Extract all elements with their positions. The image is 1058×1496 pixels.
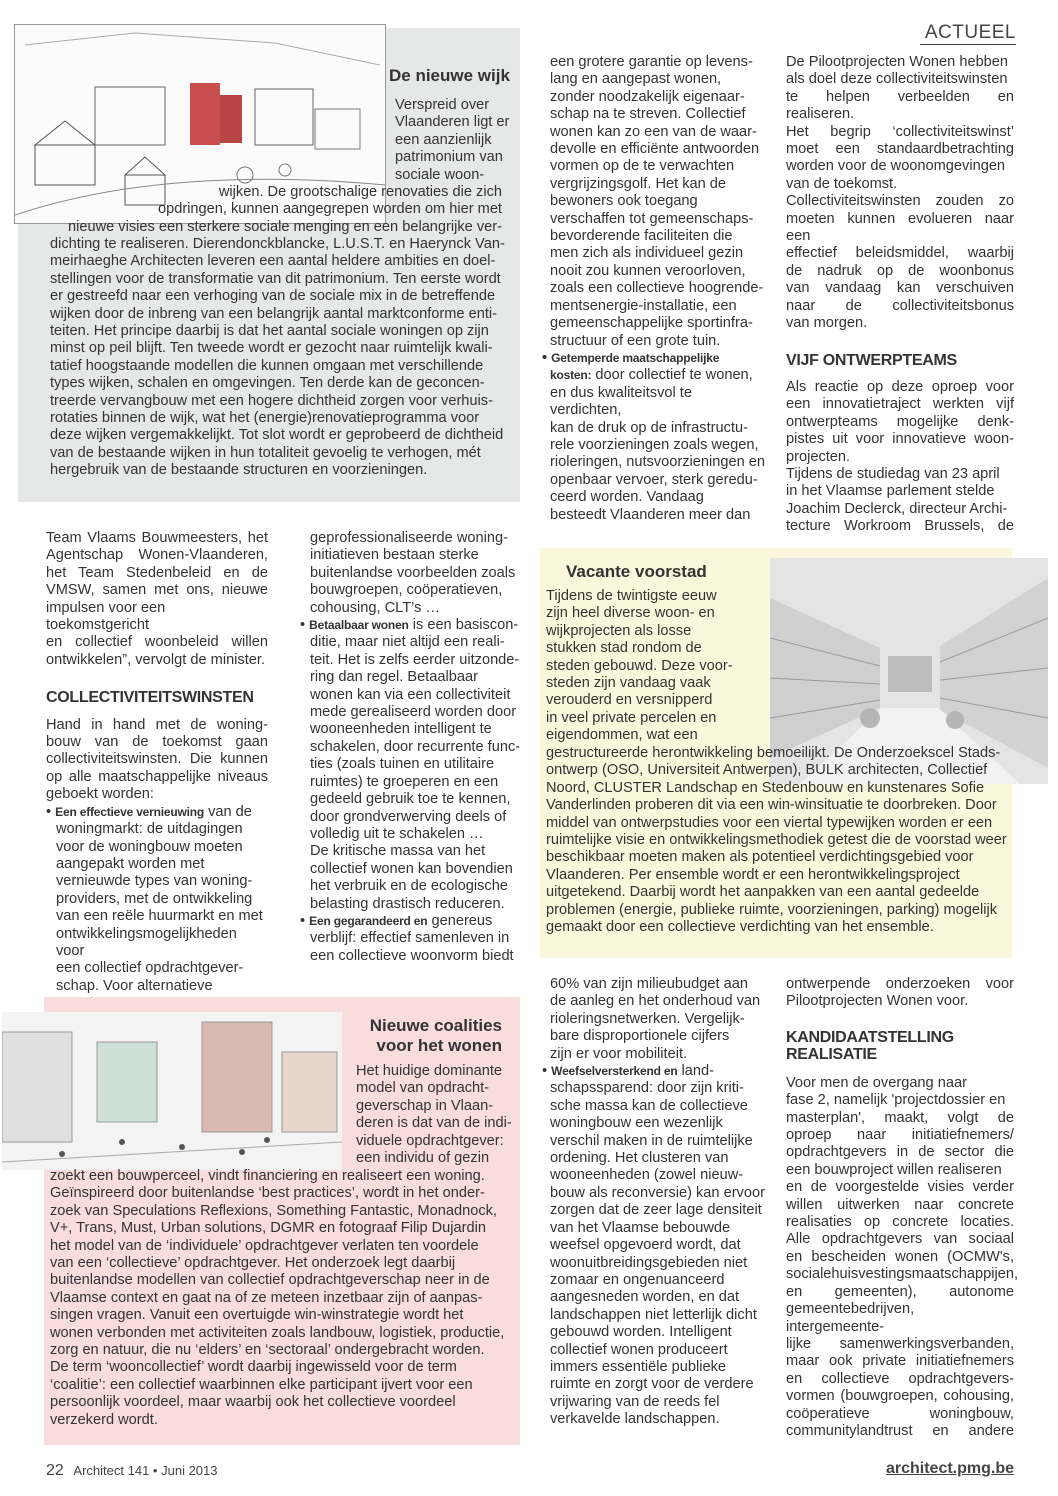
text-line: een bouwproject willen realiseren — [786, 1161, 1002, 1178]
text-line: wonen kan zo een van de waar- — [550, 123, 757, 140]
text-line: projecten. — [786, 448, 851, 465]
box3-intro-line: geverschap in Vlaan- — [356, 1097, 494, 1114]
magazine-name: Architect 141 — [73, 1463, 150, 1478]
text-line: lang en aangepast wonen, — [550, 71, 722, 88]
bullet-line: van het Vlaamse bebouwde — [550, 1219, 731, 1236]
text-line: moet een standaardbetrachting — [786, 141, 1014, 158]
column3-top — [542, 54, 766, 524]
box1-body-line: dichting te realiseren. Dierendonckblancke, L.U.S.T. en Haerynck Van- — [50, 236, 505, 252]
bullet-label: kosten: — [550, 368, 592, 383]
text-line: te helpen verbeelden en realiseren. — [786, 88, 1014, 123]
box1-body-line: opdringen, kunnen aangegrepen worden om hier met — [157, 201, 502, 218]
bullet-line: schakelen, door recurrente func- — [310, 738, 521, 755]
text-line: bouw van de toekomst gaan — [46, 734, 268, 751]
box1-intro-line: een aanzienlijk — [395, 131, 492, 148]
box3-body-line: verzekerd wordt. — [50, 1411, 158, 1428]
bullet-line: verkavelde landschappen. — [550, 1411, 720, 1428]
bullet-line: mede gerealiseerd worden door — [310, 704, 517, 721]
box1-intro-line: Vlaanderen ligt er — [395, 114, 510, 131]
text-line: gemeentebedrijven, intergemeente- — [786, 1301, 915, 1335]
text-line: moeten kunnen evolueren naar een — [786, 210, 1014, 245]
issue-date: Juni 2013 — [161, 1463, 218, 1478]
bullet-line: het verbruik en de ecologische — [310, 878, 508, 895]
bullet-line: zomaar en ongenuanceerd — [550, 1271, 725, 1288]
text-line: Voor men de overgang naar — [786, 1074, 967, 1091]
box3-body-line: zorg en natuur, die nu ‘elders’ en ‘sectoraal’ ondergebracht worden. — [50, 1342, 485, 1359]
text-line: het Team Stedenbeleid en de — [46, 564, 268, 581]
bullet-line: rele voorzieningen zoals wegen, — [550, 436, 759, 453]
text-line: initiatieven bestaan sterke — [310, 547, 479, 564]
box3-body-line: De term ‘wooncollectief’ wordt daarbij ingewisseld voor de term — [50, 1359, 457, 1376]
text-line: rioleringsnetwerken. Vergelijk- — [550, 1010, 745, 1027]
text-line: Team Vlaams Bouwmeesters, het — [46, 530, 268, 546]
box3-intro — [356, 1063, 516, 1167]
bullet-line: ditie, maar niet altijd een reali- — [310, 634, 505, 651]
bullet-line: woningmarkt: de uitdagingen — [56, 821, 243, 838]
column4-bottom — [786, 976, 1019, 1440]
box1-body-line: hergebruik van de bestaande structuren en voorzieningen. — [50, 462, 428, 479]
text-line: zonder noodzakelijk eigenaar- — [550, 88, 745, 105]
box1-intro-line: patrimonium van — [395, 149, 503, 166]
text-line: Hand in hand met de woning- — [46, 716, 268, 733]
bullet-first-line: • Betaalbaar wonen is een basiscon- — [300, 617, 519, 634]
page-number: 22 — [46, 1462, 64, 1479]
text-line: realisaties op concrete locaties. — [786, 1214, 1014, 1231]
box2-title: Vacante voorstad — [566, 562, 707, 581]
text-line: nooit zou kunnen veroorloven, — [550, 262, 746, 279]
heading-vijf-ontwerpteams: VIJF ONTWERPTEAMS — [786, 351, 957, 369]
bullet-line: voor de woningbouw moeten — [56, 838, 243, 855]
box3-body-line: Vlaamse context en gaat na of ze meteen inzetbaar zijn of aanpas- — [50, 1289, 483, 1306]
box3-intro-line: deren is dat van de indi- — [356, 1115, 512, 1132]
text-line: maar ook private initiatiefnemers — [786, 1353, 1014, 1370]
box3-body-line: zoek van Speculations Reflexions, Something Fantastic, Monadnock, — [50, 1202, 497, 1219]
heading-kandidaatstelling — [786, 1029, 1014, 1063]
text-line: van de toekomst. — [786, 175, 898, 192]
box2-body-line: Vlaanderen. Per ensemble wordt er een herontwikkelingsproject — [546, 866, 960, 883]
text-line: communitylandtrust en andere — [786, 1422, 1014, 1439]
text-line: zijn er voor mobiliteit. — [550, 1045, 688, 1062]
box3-intro-line: een individu of gezin — [356, 1150, 490, 1167]
box1-body-line: er gestreefd naar een verhoging van de sociale mix in de betreffende — [50, 288, 496, 305]
text-line: en bescheiden wonen (OCMW's, — [786, 1248, 1014, 1265]
bullet-line: openbaar vervoer, sterk geredu- — [550, 471, 758, 488]
bullet-line: ontwikkelingsmogelijkheden voor — [56, 925, 237, 959]
box3-body-line: singen vragen. Vanuit een overtuigde win-winstrategie wordt het — [50, 1307, 464, 1324]
bullet-line: vrijwaring van de reeds fel — [550, 1393, 720, 1410]
box3-body-line: V+, Trans, Must, Urban solutions, DGMR en fotograaf Filip Dujardin — [50, 1220, 486, 1237]
column1-mid — [46, 530, 268, 995]
text-line: vormen op de te verwachten — [550, 158, 735, 175]
text-line: Tijdens de studiedag van 23 april — [786, 465, 1000, 482]
text-line: mentsenergie-installatie, een — [550, 297, 737, 314]
text-line: van vandaag kan verschuiven — [786, 280, 1014, 297]
bullet-label: Weefselversterkend en — [551, 1064, 678, 1079]
bullet-line: aangesneden worden, en dat — [550, 1289, 740, 1306]
heading-collectiviteitswinsten: COLLECTIVITEITSWINSTEN — [46, 689, 254, 707]
box3-intro-line: viduele opdrachtgever: — [356, 1132, 504, 1149]
column3-bottom — [542, 976, 768, 1429]
box2-body-line: middel van ontwerpstudies voor een viertal typewijken worden er een — [546, 814, 993, 831]
bullet-line: kan de druk op de infrastructu- — [550, 419, 748, 436]
text-line: pistes uit voor innovatieve woon- — [786, 431, 1014, 448]
bullet-text: door collectief te wonen, — [595, 367, 753, 384]
text-line: buitenlandse voorbeelden zoals — [310, 564, 516, 581]
bullet-text: is een basiscon- — [412, 617, 519, 634]
box1-body-line: nieuwe visies een sterkere sociale menging en een belangrijke ver- — [67, 218, 502, 235]
text-line: naar de collectiviteitsbonus — [786, 297, 1014, 314]
text-line: structuur of een grote tuin. — [550, 332, 721, 349]
text-line: zoals een collectieve hoogrende- — [550, 280, 764, 297]
text-line: oproep naar initiatiefnemers/ — [786, 1127, 1014, 1144]
text-line: vergrijzingsgolf. Het kan de — [550, 175, 727, 192]
box3-title-line: voor het wonen — [376, 1036, 502, 1055]
text-line: vormen (bouwgroepen, cohousing, — [786, 1388, 1014, 1405]
text-line: een innovatietraject werkten vijf — [786, 396, 1014, 413]
text-line: masterplan', maakt, volgt de — [786, 1109, 1014, 1126]
text-line: coöperatieve woningbouw, — [786, 1405, 1014, 1422]
heading-line: REALISATIE — [786, 1045, 877, 1063]
bullet-line: wooneenheden intelligent te — [310, 721, 492, 738]
bullet-line: collectief wonen produceert — [550, 1341, 728, 1358]
bullet-text: van de — [208, 803, 252, 820]
text-line: fase 2, namelijk 'projectdossier en — [786, 1092, 1006, 1109]
box2-intro-line: in veel private percelen en — [546, 709, 717, 726]
text-line: tecture Workroom Brussels, de — [786, 518, 1014, 535]
text-line: geprofessionaliseerde woning- — [310, 530, 508, 546]
bullet-line: ordening. Het clusteren van — [550, 1150, 729, 1167]
box3-body-line: het model van de ‘individuele’ opdrachtgever verlaten ten voordele — [50, 1237, 479, 1254]
bullet-line — [542, 367, 766, 384]
box1-body-line: van de bestaande wijken in hun totaliteit gevoelig te verhogen, mét — [50, 444, 481, 461]
text-line: impulsen voor een toekomstgericht — [46, 599, 166, 634]
bullet-line: aangepakt worden met — [56, 855, 205, 872]
bullet-first-line: • Een effectieve vernieuwing van de — [46, 803, 252, 820]
bullet-label: Een gegarandeerd en — [309, 913, 428, 928]
text-line: gemeenschappelijke sportinfra- — [550, 315, 753, 332]
text-line: bouwgroepen, coöperatieven, — [310, 582, 503, 599]
box3-title — [346, 1016, 502, 1056]
box2-body-line: Noord, CLUSTER Landschap en Stedenbouw en kunstenares Sofie — [546, 779, 985, 796]
bullet-first-line: • Een gegarandeerd en genereus — [300, 912, 493, 929]
bullet-line: een collectief opdrachtgever- — [56, 960, 244, 977]
box1-body-line: types wijken, schalen en omgevingen. Ten derde kan de geconcen- — [50, 375, 485, 392]
box1-body-rest — [50, 236, 512, 480]
bullet-line: woningbouw een wezenlijk — [550, 1115, 723, 1132]
box3-title-line: Nieuwe coalities — [369, 1016, 502, 1035]
website-link[interactable]: architect.pmg.be — [885, 1460, 1014, 1477]
text-line: Alle opdrachtgevers van sociaal — [786, 1231, 1014, 1248]
text-line: en collectief woonbeleid willen — [46, 634, 268, 651]
box1-body-line: deze wijken vergemakkelijkt. Tot slot wordt er geprobeerd de dichtheid — [50, 427, 504, 444]
text-line: effectief beleidsmiddel, waarbij — [786, 245, 1014, 262]
text-line: een grotere garantie op levens- — [550, 54, 753, 70]
column4-top — [786, 54, 1014, 536]
bullet-line: vernieuwde types van woning- — [56, 873, 253, 890]
bullet-label-line: • • Getemperde maatschappelijke — [542, 349, 720, 366]
coalition-square-image — [2, 1012, 342, 1170]
text-line: Als reactie op deze oproep voor — [786, 378, 1014, 395]
text-line: lijke samenwerkingsverbanden, — [786, 1335, 1014, 1352]
bullet-text: land- — [681, 1063, 714, 1080]
text-line: verschaffen tot gemeenschaps- — [550, 210, 754, 227]
bullet-line: zorgen dat de zeer lage densiteit — [550, 1202, 762, 1219]
box3-body — [50, 1168, 516, 1429]
box2-intro-line: wijkprojecten als losse — [546, 622, 692, 639]
box1-body-line: rotaties binnen de wijk, wat het (energie)renovatieprogramma voor — [50, 410, 480, 427]
text-line: bewoners ook toegang — [550, 193, 698, 210]
text-line: bare disproportionele cijfers — [550, 1028, 730, 1045]
bullet-line: ruimtes) te groeperen en een — [310, 773, 499, 790]
text-line: Het begrip ‘collectiviteitswinst’ — [786, 123, 1014, 140]
text-line: ontwerpteams mogelijke denk- — [786, 413, 1014, 430]
section-label: ACTUEEL — [920, 22, 1016, 45]
box1-body-line: wijken. De grootschalige renovaties die zich — [218, 184, 502, 200]
bullet-line: bouw als reconversie) kan ervoor — [550, 1184, 765, 1201]
text-line: en collectieve opdrachtgevers- — [786, 1370, 1014, 1387]
bullet-line: sche massa kan de collectieve — [550, 1097, 748, 1114]
box1-body-line: stellingen voor de transformatie van dit patrimonium. Ten eerste wordt — [50, 270, 501, 287]
text-line: van morgen. — [786, 315, 868, 332]
box3-body-line: buitenlandse modellen van collectief opdrachtgeverschap neer in de — [50, 1272, 490, 1289]
box2-body-line: Vanderlinden proberen dit via een win-winsituatie te doorbreken. Door — [546, 797, 997, 814]
box1-intro — [395, 97, 519, 184]
bullet-line: De kritische massa van het — [310, 843, 486, 860]
box1-body-line: minst op peil blijft. Ten tweede wordt er gezocht naar ruimtelijk kwali- — [50, 340, 493, 357]
box3-body-line: Geïnspireerd door buitenlandse ‘best practices’, wordt in het onder- — [50, 1185, 485, 1202]
bullet-line: van een reële huurmarkt en met — [56, 908, 263, 925]
bullet-line: rioleringen, nutsvoorzieningen en — [550, 454, 765, 471]
box2-body-line: uitgetekend. Daarbij wordt het aanpakken van een aantal gedeelde — [546, 884, 980, 901]
column2-mid — [300, 530, 522, 965]
bullet-line: providers, met de ontwikkeling — [56, 890, 253, 907]
box3-intro-line: Het huidige dominante — [356, 1063, 503, 1079]
box2-body-line: gemaakt door een collectieve verdichting van het ensemble. — [546, 919, 934, 936]
text-line: opdrachtgevers in de sector die — [786, 1144, 1014, 1161]
box2-intro-line: Tijdens de twintigste eeuw — [546, 588, 717, 604]
bullet-line: wonen kan via een collectiviteit — [310, 686, 511, 703]
box2-intro-line: zijn heel diverse woon- en — [546, 605, 715, 622]
bullet-line: door grondverwerving deels of — [310, 808, 507, 825]
text-line: worden voor de woonomgevingen — [786, 158, 1006, 175]
bullet-line: gedeeld gebruik toe te kennen, — [310, 791, 511, 808]
box2-intro-line: steden zijn vandaag vaak — [546, 675, 711, 692]
box2-body-line: problemen (energie, publieke ruimte, voorzieningen, parking) mogelijk — [546, 901, 998, 918]
bullet-line: verblijf: effectief samenleven in — [310, 930, 510, 947]
bullet-line: schap. Voor alternatieve — [56, 977, 213, 994]
box2-intro — [546, 588, 768, 745]
text-line: geboekt worden: — [46, 786, 154, 803]
box2-body-line: ruimtelijke visie en ontwikkelingsmethodiek getest die de voorstad weer — [546, 832, 1007, 849]
box3-body-line: zoekt een bouwperceel, vindt financiering en realiseert een woning. — [50, 1168, 485, 1184]
text-line: cohousing, CLT’s … — [310, 599, 441, 616]
box2-body — [546, 745, 1010, 936]
text-line: collectiviteitswinsten. Die kunnen — [46, 751, 268, 768]
box2-body-line: gestructureerde herontwikkeling bemoeilijkt. De Onderzoekscel Stads- — [546, 745, 1001, 761]
text-line: in het Vlaamse parlement stelde — [786, 483, 995, 500]
bullet-line: gebouwd worden. Intelligent — [550, 1324, 732, 1341]
text-line: men zich als individueel gezin — [550, 245, 744, 262]
text-line: 60% van zijn milieubudget aan — [550, 976, 748, 992]
bullet-getemperde — [542, 350, 766, 524]
text-line: Joachim Declerck, directeur Archi- — [786, 500, 1008, 517]
box2-intro-line: steden gebouwd. Deze voor- — [546, 657, 733, 674]
box3-body-line: persoonlijk voordeel, maar waarbij ook het collectieve voordeel — [50, 1394, 456, 1411]
box1-body-line: wijken door de inbreng van een belangrijk aantal marktconforme enti- — [50, 305, 497, 322]
separator-dot: • — [152, 1463, 158, 1478]
box2-intro-line: eigendommen, wat een — [546, 727, 698, 744]
bullet-line: een collectieve woonvorm biedt — [310, 947, 514, 964]
text-line: willen uitwerken naar concrete — [786, 1196, 1014, 1213]
bullet-line: ring dan regel. Betaalbaar — [310, 669, 478, 686]
bullet-line: besteedt Vlaanderen meer dan — [550, 506, 751, 523]
bullet-label: Betaalbaar wonen — [309, 618, 409, 633]
box1-body-line: treerde vervangbouw met een hogere dichtheid zorgen voor verhuis- — [50, 392, 493, 409]
text-line: bevorderende faciliteiten die — [550, 228, 733, 245]
box1-body-line: meirhaeghe Architecten leveren een aantal heldere ambities en doel- — [50, 253, 496, 270]
bullet-line: landschappen niet letterlijk dicht — [550, 1306, 757, 1323]
box1-body — [40, 184, 514, 236]
bullet-line: wooneenheden (zowel nieuw- — [550, 1167, 744, 1184]
text-line: Agentschap Wonen-Vlaanderen, — [46, 547, 268, 564]
box2-body-line: beschikbaar moeten maken als potentieel verdichtingsgebied voor — [546, 849, 974, 866]
bullet-line: weefsel opgevoerd wordt, dat — [550, 1237, 741, 1254]
text-line: De Pilootprojecten Wonen hebben — [786, 54, 1009, 70]
box1-body-line: tatief hoogstaande modellen die kunnen omgaan met verschillende — [50, 357, 484, 374]
text-line: en de voorgestelde visies verder — [786, 1179, 1014, 1196]
text-line: de aanleg en het onderhoud van — [550, 993, 761, 1010]
bullet-line: teit. Het is zelfs eerder uitzonde- — [310, 651, 520, 668]
coalition-drawing — [2, 1012, 342, 1170]
heading-line: KANDIDAATSTELLING — [786, 1028, 954, 1046]
bullet-first-line: • Weefselversterkend en land- — [542, 1063, 714, 1080]
bullet-line: immers essentiële publieke — [550, 1358, 727, 1375]
bullet-line: woonuitbreidingsgebieden niet — [550, 1254, 748, 1271]
bullet-line: collectief wonen kan bovendien — [310, 860, 513, 877]
bullet-line: volledig uit te schakelen … — [310, 825, 484, 842]
text-line: en gemeenten), autonome — [786, 1283, 1014, 1300]
bullet-line: ceerd worden. Vandaag — [550, 489, 704, 506]
text-line: VMSW, samen met ons, nieuwe — [46, 582, 268, 599]
text-line: de nadruk op de woonbonus — [786, 262, 1014, 279]
box1-title: De nieuwe wijk — [389, 66, 510, 85]
bullet-label: Een effectieve vernieuwing — [55, 804, 205, 819]
text-line: ontwerpende onderzoeken voor — [786, 976, 1014, 992]
text-line: Pilootprojecten Wonen voor. — [786, 993, 969, 1010]
bullet-text: genereus — [431, 912, 493, 929]
bullet-line: ruimte en zorgt voor de verdere — [550, 1376, 754, 1393]
bullet-line: belasting drastisch reduceren. — [310, 895, 505, 912]
footer-left — [46, 1462, 218, 1480]
text-line: socialehuisvestingsmaatschappijen, — [786, 1266, 1019, 1283]
box1-intro-line: Verspreid over — [395, 97, 490, 113]
box1-body-line: teiten. Het principe daarbij is dat het aantal sociale woningen op zijn — [50, 323, 489, 340]
text-line: als doel deze collectiviteitswinsten — [786, 71, 1008, 88]
bullet-line: schapssparend: door zijn kriti- — [550, 1080, 744, 1097]
text-line: schap na te streven. Collectief — [550, 106, 746, 123]
bullet-effectieve-vernieuwing — [46, 804, 268, 995]
box3-body-line: van een ‘collectieve’ opdrachtgever. Het onderzoek legt daarbij — [50, 1255, 456, 1272]
box2-intro-line: stukken stad rondom de — [546, 640, 702, 657]
box2-body-line: ontwerp (OSO, Universiteit Antwerpen), BULK architecten, Collectief — [546, 762, 988, 779]
box3-intro-line: model van opdracht- — [356, 1080, 490, 1097]
bullet-label: Getemperde maatschappelijke — [551, 350, 720, 365]
box1-intro-line: sociale woon- — [395, 166, 485, 183]
text-line: devolle en efficiënte antwoorden — [550, 141, 760, 158]
text-line: Collectiviteitswinsten zouden zo — [786, 193, 1014, 210]
bullet-line: verschil maken in de ruimtelijke — [550, 1132, 753, 1149]
box2-intro-line: verouderd en versnipperd — [546, 692, 713, 709]
bullet-line: ties (zoals tuinen en utilitaire — [310, 756, 495, 773]
box3-body-line: wonen verbonden met activiteiten zoals landbouw, logistiek, productie, — [50, 1324, 505, 1341]
bullet-line: en dus kwaliteitsvol te verdichten, — [550, 384, 692, 419]
text-line: ontwikkelen”, vervolgt de minister. — [46, 651, 265, 668]
box3-body-line: ‘coalitie’: een collectief waarbinnen elke participant ijvert voor een — [50, 1376, 473, 1393]
text-line: op alle maatschappelijke niveaus — [46, 768, 268, 785]
